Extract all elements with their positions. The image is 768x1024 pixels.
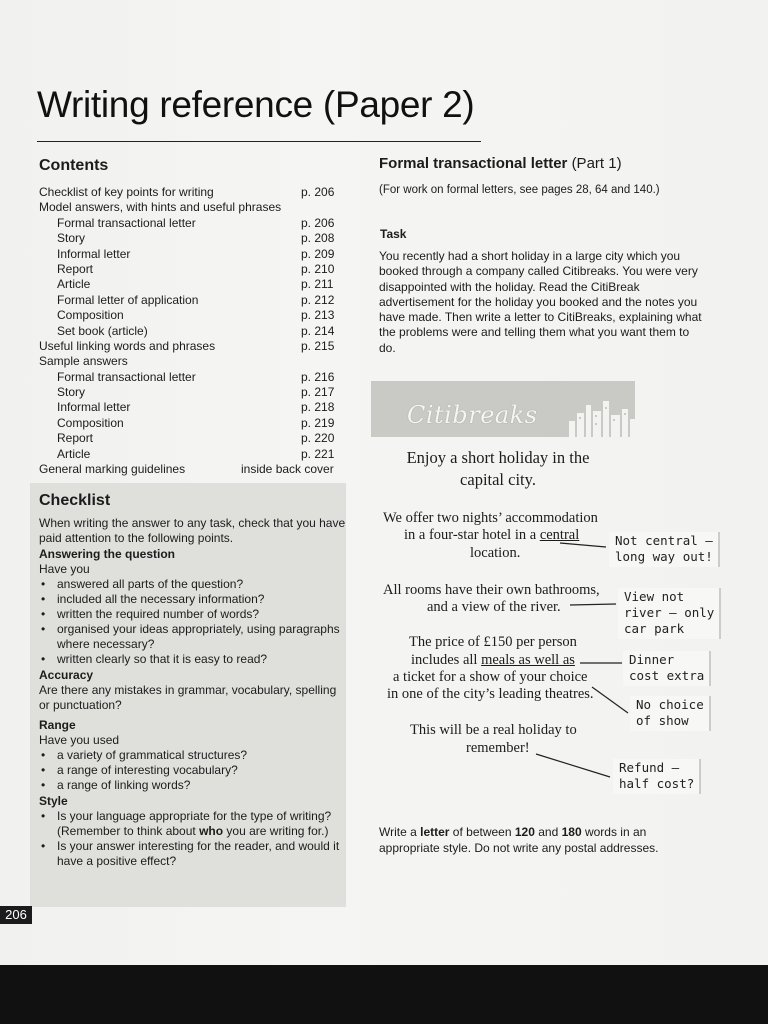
contents-row [39, 200, 339, 215]
advert-tagline: Enjoy a short holiday in the capital city. [406, 448, 590, 489]
accuracy-text: Are there any mistakes in grammar, vocabulary, spelling or punctuation? [39, 683, 337, 712]
advert-line: in one of the city’s leading theatres. [387, 686, 594, 702]
accuracy-heading: Accuracy [39, 668, 94, 682]
contents-row [39, 216, 339, 231]
contents-page: p. 220 [301, 431, 335, 446]
contents-row [39, 277, 339, 292]
contents-row [39, 400, 339, 415]
contents-row [39, 462, 339, 477]
contents-page: p. 212 [301, 292, 335, 307]
list-item: • answered all parts of the question? [57, 577, 346, 592]
contents-label: Formal transactional letter [57, 369, 196, 384]
contents-page: p. 206 [301, 215, 335, 230]
answering-list [39, 577, 346, 667]
contents-label: General marking guidelines [39, 462, 186, 477]
list-item: • Is your answer interesting for the reader, and would it have a positive effect? [57, 839, 346, 869]
contents-page: p. 209 [301, 246, 335, 261]
contents-label: Report [57, 431, 94, 446]
list-item: • written clearly so that it is easy to read? [57, 652, 346, 667]
formal-letter-note: (For work on formal letters, see pages 28, 64 and 140.) [379, 184, 660, 196]
contents-row [39, 247, 339, 262]
checklist-heading: Checklist [39, 492, 111, 509]
contents-label: Formal letter of application [57, 292, 199, 307]
list-item: • written the required number of words? [57, 607, 346, 622]
contents-label: Composition [57, 308, 124, 323]
style-list [39, 809, 346, 869]
list-item: • organised your ideas appropriately, using paragraphs where necessary? [57, 622, 346, 652]
contents-page: p. 214 [301, 323, 335, 338]
contents-label: Checklist of key points for writing [39, 185, 214, 199]
contents-row [39, 416, 339, 431]
write-instruction: Write a letter of between 120 and 180 words in an appropriate style. Do not write any postal addresses. [379, 825, 659, 855]
contents-row [39, 431, 339, 446]
contents-page: p. 215 [301, 338, 335, 353]
task-label: Task [380, 227, 407, 241]
handwritten-note: Not central – long way out! [609, 532, 720, 567]
list-item: • a variety of grammatical structures? [57, 748, 346, 763]
contents-row [39, 293, 339, 308]
contents-page: p. 217 [301, 385, 335, 400]
answering-lead: Have you [39, 562, 90, 576]
advert-banner [371, 381, 635, 437]
contents-row [39, 447, 339, 462]
skyline-icon [567, 399, 635, 437]
checklist-box [30, 483, 346, 907]
contents-label: Article [57, 277, 91, 292]
range-list [39, 748, 346, 793]
list-item: • included all the necessary information? [57, 592, 346, 607]
advert-brand: Citibreaks [407, 401, 538, 429]
contents-page: p. 216 [301, 369, 335, 384]
list-item: • Is your language appropriate for the type of writing? (Remember to think about who you are writing for.) [57, 809, 346, 839]
contents-heading: Contents [39, 157, 109, 174]
list-item: • a range of linking words? [57, 778, 346, 793]
contents-label: Informal letter [57, 400, 131, 415]
advert-line: includes all meals as well as [411, 652, 575, 668]
contents-label: Informal letter [57, 246, 131, 261]
contents-page: inside back cover [241, 462, 334, 477]
contents-label: Useful linking words and phrases [39, 338, 216, 353]
contents-label: Story [57, 385, 86, 400]
contents-label: Report [57, 261, 94, 276]
contents-row [39, 231, 339, 246]
contents-row [39, 185, 339, 200]
advert-line: location. [470, 545, 521, 561]
checklist-intro: When writing the answer to any task, check that you have paid attention to the following points. [39, 516, 346, 545]
contents-page: p. 208 [301, 231, 335, 246]
contents-list [39, 185, 339, 477]
advert-line: and a view of the river. [427, 599, 561, 615]
contents-page: p. 219 [301, 415, 335, 430]
contents-row [39, 354, 339, 369]
contents-label: Composition [57, 415, 124, 430]
contents-row [39, 370, 339, 385]
contents-label: Story [57, 231, 86, 246]
advert-line: We offer two nights’ accommodation [383, 510, 598, 526]
contents-row [39, 262, 339, 277]
advert-line: remember! [466, 740, 530, 756]
contents-label: Sample answers [39, 354, 128, 369]
range-heading: Range [39, 718, 76, 732]
advert-line: a ticket for a show of your choice [393, 669, 588, 685]
advert-line: All rooms have their own bathrooms, [383, 582, 600, 598]
contents-page: p. 218 [301, 400, 335, 415]
contents-label: Model answers, with hints and useful phrases [39, 200, 282, 215]
contents-page: p. 210 [301, 261, 335, 276]
contents-page: p. 211 [301, 277, 334, 292]
contents-label: Formal transactional letter [57, 215, 196, 230]
page-number: 206 [0, 906, 32, 924]
advert-line: This will be a real holiday to [410, 722, 577, 738]
part-label: (Part 1) [571, 155, 622, 172]
handwritten-note: Dinner cost extra [623, 651, 711, 686]
style-heading: Style [39, 794, 68, 808]
task-text: You recently had a short holiday in a large city which you booked through a company called Citibreaks. You were very disappointed with the holiday. Read the CitiBreak advertisement for the holiday you booked and the notes you have made. Then write a letter to CitiBreaks, explaining what the problems were and telling them what you want them to do. [379, 249, 702, 355]
answering-heading: Answering the question [39, 547, 176, 561]
range-lead: Have you used [39, 733, 120, 747]
contents-page: p. 221 [301, 446, 335, 461]
contents-page: p. 206 [301, 185, 335, 199]
handwritten-note: Refund – half cost? [613, 759, 701, 794]
contents-row [39, 324, 339, 339]
contents-label: Article [57, 446, 91, 461]
handwritten-note: No choice of show [630, 696, 711, 731]
handwritten-note: View not river – only car park [618, 588, 721, 639]
contents-row [39, 308, 339, 323]
list-item: • a range of interesting vocabulary? [57, 763, 346, 778]
formal-letter-heading: Formal transactional letter (Part 1) [379, 155, 622, 172]
contents-label: Set book (article) [57, 323, 148, 338]
scan-bottom-edge [0, 965, 768, 1024]
contents-page: p. 213 [301, 308, 335, 323]
contents-row [39, 385, 339, 400]
advert-line: in a four-star hotel in a central [404, 527, 580, 543]
page-title: Writing reference (Paper 2) [37, 84, 475, 125]
contents-row [39, 339, 339, 354]
title-rule [37, 141, 481, 142]
advert-line: The price of £150 per person [409, 634, 577, 650]
